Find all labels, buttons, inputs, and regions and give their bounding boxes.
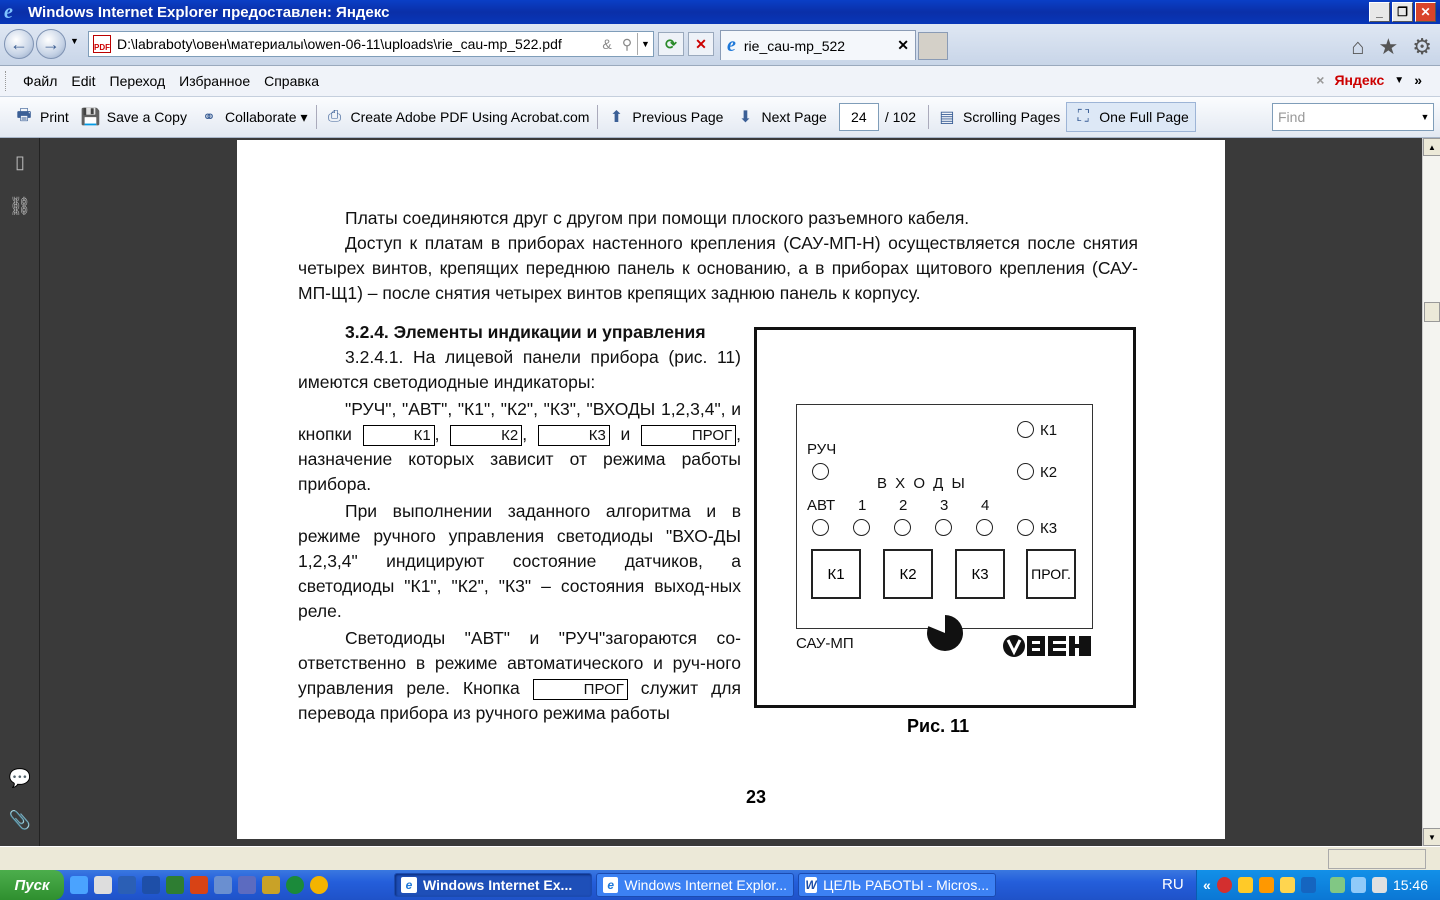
create-pdf-label: Create Adobe PDF Using Acrobat.com (350, 109, 590, 125)
comma-2: , (522, 424, 528, 444)
previous-page-label: Previous Page (632, 109, 724, 125)
status-cell (1328, 849, 1426, 869)
task-ie-2[interactable] (596, 873, 794, 897)
key-k3-inline: К3 (538, 425, 610, 446)
next-page-button[interactable] (729, 102, 832, 132)
comma-1: , (434, 424, 440, 444)
collaborate-button[interactable] (193, 102, 314, 132)
key-k1-inline: К1 (363, 425, 435, 446)
p4-text-b: , назначение которых зависит от режима работы прибора. (298, 424, 741, 494)
toolbar-grip (5, 71, 8, 91)
arrow-down-icon: ⬇ (738, 109, 753, 126)
input-2-led (894, 519, 911, 536)
task-word[interactable] (798, 873, 996, 897)
avt-label: АВТ (807, 497, 836, 514)
yandex-button[interactable]: Яндекс (1334, 72, 1385, 88)
create-pdf-button[interactable] (319, 102, 596, 132)
excel-quicklaunch-icon[interactable] (166, 876, 184, 894)
menu-go[interactable]: Переход (109, 73, 166, 89)
yandex-more-icon[interactable]: » (1414, 72, 1422, 88)
stop-button[interactable]: ✕ (688, 32, 714, 56)
print-label: Print (40, 109, 69, 125)
p6-text-b: служит для перевода прибора из ручного режима работы (298, 678, 741, 723)
language-indicator[interactable]: RU (1162, 876, 1184, 893)
paragraph-6 (298, 626, 741, 726)
system-tray (1196, 870, 1440, 900)
task-ie-1[interactable] (394, 873, 592, 897)
input-1-led (853, 519, 870, 536)
menu-favorites[interactable]: Избранное (179, 73, 251, 89)
vertical-scrollbar[interactable] (1422, 138, 1440, 846)
scrolling-pages-label: Scrolling Pages (962, 109, 1061, 125)
collaborate-icon: ⚭ (202, 109, 216, 126)
paragraph-3: 3.2.4.1. На лицевой панели прибора (рис. 11) имеются светодиодные индикаторы: (298, 347, 741, 392)
input-2-label: 2 (899, 497, 908, 514)
warning-tray-icon[interactable] (1259, 877, 1274, 893)
scroll-thumb[interactable] (1424, 302, 1440, 322)
scrolling-pages-button[interactable] (931, 102, 1066, 132)
device-key-prog: ПРОГ. (1026, 549, 1076, 599)
comments-icon[interactable]: 💬 (8, 767, 32, 788)
back-button[interactable]: ← (4, 29, 34, 59)
input-4-label: 4 (981, 497, 990, 514)
monitor-tray-icon[interactable] (1238, 877, 1253, 893)
ie-task-icon: e (401, 877, 417, 893)
history-dropdown-icon[interactable]: ▼ (70, 36, 79, 46)
desktop-quicklaunch-icon[interactable] (118, 876, 136, 894)
window-titlebar (0, 0, 1440, 24)
paragraph-4 (298, 397, 741, 497)
forward-button[interactable]: → (36, 29, 66, 59)
address-row (0, 24, 1440, 66)
tab-close-icon[interactable]: ✕ (897, 37, 909, 53)
page-total: / 102 (884, 109, 916, 125)
compatibility-icon[interactable]: & (602, 36, 612, 52)
volume-tray-icon[interactable] (1372, 877, 1387, 893)
pdf-page (237, 140, 1225, 839)
publisher-quicklaunch-icon[interactable] (214, 876, 232, 894)
connection-tray-icon[interactable] (1351, 877, 1366, 893)
doc-body-left (298, 320, 741, 726)
one-full-page-button[interactable] (1066, 102, 1196, 132)
browser-right-icons (1351, 34, 1432, 60)
pdf-toolbar (0, 97, 1440, 138)
owen-logo-icon (1002, 634, 1094, 658)
window-controls (1369, 2, 1436, 22)
favorites-star-icon[interactable]: ★ (1378, 34, 1399, 59)
paragraph-1: Платы соединяются друг с другом при помощи плоского разъемного кабеля. (345, 208, 970, 228)
address-input[interactable]: D:\labraboty\овен\материалы\owen-06-11\uploads\rie_cau-mp_522.pdf (117, 36, 562, 52)
knob-icon (924, 612, 966, 654)
k3-led-label: К3 (1040, 520, 1058, 537)
task-ie-2-label: Windows Internet Explor... (624, 877, 787, 893)
key-prog-inline-2: ПРОГ (533, 679, 628, 700)
printer-icon: 🖶 (16, 106, 32, 124)
input-4-led (976, 519, 993, 536)
device-key-k2: К2 (883, 549, 933, 599)
save-copy-label: Save a Copy (106, 109, 187, 125)
menu-bar (0, 66, 1440, 97)
utorrent-quicklaunch-icon[interactable] (286, 876, 304, 894)
minimize-button[interactable]: _ (1369, 2, 1390, 22)
yandex-toolbar (1316, 72, 1422, 88)
figure-caption: Рис. 11 (907, 716, 970, 736)
key-prog-inline: ПРОГ (641, 425, 736, 446)
paragraph-2: Доступ к платам в приборах настенного крепления (САУ-МП-Н) осуществляется после снятия четырех винтов, крепящих переднюю панель к основанию, а в приборах щитового крепления (САУ-МП-Щ1) – после снятия четырех винтов крепящих заднюю панель к корпусу. (298, 233, 1138, 303)
folder-tray-icon[interactable] (1280, 877, 1295, 893)
find-dropdown-icon[interactable]: ▼ (1420, 112, 1430, 122)
tray-expand-icon[interactable]: « (1203, 877, 1211, 893)
device-key-k3: К3 (955, 549, 1005, 599)
input-1-label: 1 (858, 497, 867, 514)
full-page-icon: ⛶ (1077, 108, 1089, 125)
network-quicklaunch-icon[interactable] (238, 876, 256, 894)
inputs-title: В Х О Д Ы (877, 475, 967, 492)
word-quicklaunch-icon[interactable] (142, 876, 160, 894)
find-input[interactable] (1272, 103, 1434, 131)
k3-led (1017, 519, 1034, 536)
address-dropdown-icon[interactable]: ▼ (637, 33, 653, 55)
network-tray-icon[interactable] (1301, 877, 1316, 893)
avt-led (812, 519, 829, 536)
k1-led-label: К1 (1040, 422, 1058, 439)
search-icon[interactable]: ⚲ (621, 35, 633, 52)
yandex-close-icon[interactable]: × (1316, 72, 1325, 88)
menu-help[interactable]: Справка (264, 73, 320, 89)
ie-logo-icon: e (4, 1, 13, 23)
save-copy-button[interactable] (75, 102, 193, 132)
print-button[interactable] (8, 102, 75, 132)
clock[interactable]: 15:46 (1392, 877, 1428, 893)
word-task-icon: W (805, 878, 817, 892)
new-tab-button[interactable] (918, 32, 948, 60)
attachments-binoculars-icon[interactable]: ⛓ (8, 195, 32, 216)
task-word-label: ЦЕЛЬ РАБОТЫ - Micros... (823, 877, 989, 893)
chrome-quicklaunch-icon[interactable] (310, 876, 328, 894)
figure-11 (754, 327, 1136, 708)
quick-launch (70, 876, 328, 894)
k2-led-label: К2 (1040, 464, 1058, 481)
home-icon[interactable]: ⌂ (1351, 34, 1365, 59)
floppy-disk-icon: 💾 (80, 109, 101, 126)
chevron-down-icon[interactable]: ▼ (1394, 74, 1405, 86)
tab-pdf[interactable] (720, 30, 916, 60)
p4-text-a: "РУЧ", "АВТ", "К1", "К2", "К3", "ВХОДЫ 1,2,3,4", и кнопки (298, 399, 741, 444)
start-label: Пуск (14, 876, 50, 894)
menu-file[interactable]: Файл (23, 73, 58, 89)
previous-page-button[interactable] (600, 102, 729, 132)
scroll-down-icon[interactable]: ▼ (1423, 828, 1440, 846)
paperclip-icon[interactable]: 📎 (8, 809, 32, 830)
start-button[interactable] (0, 870, 64, 900)
tools-quicklaunch-icon[interactable] (262, 876, 280, 894)
address-bar[interactable] (88, 31, 654, 57)
device-front-panel (796, 404, 1093, 629)
key-k2-inline: К2 (450, 425, 522, 446)
scroll-up-icon[interactable]: ▲ (1423, 138, 1440, 156)
pdf-file-icon: PDF (93, 35, 111, 53)
navigation-sidebar (0, 138, 40, 846)
input-3-led (935, 519, 952, 536)
ie-quicklaunch-icon[interactable] (70, 876, 88, 894)
arrow-up-icon: ⬆ (609, 109, 624, 126)
section-heading: 3.2.4. Элементы индикации и управления (345, 322, 706, 342)
scrolling-pages-icon: ▤ (939, 109, 955, 126)
page-number: 23 (746, 787, 767, 807)
antivirus-tray-icon[interactable] (1217, 877, 1232, 893)
next-page-label: Next Page (761, 109, 827, 125)
input-3-label: 3 (940, 497, 949, 514)
server-quicklaunch-icon[interactable] (94, 876, 112, 894)
one-full-page-label: One Full Page (1099, 109, 1189, 125)
ie-task-icon-2: e (603, 877, 618, 893)
ie-tab-icon: e (727, 34, 736, 56)
ruch-label: РУЧ (807, 441, 837, 458)
taskbar (0, 870, 1440, 900)
pages-panel-icon[interactable]: ▯ (15, 151, 25, 172)
find-placeholder: Find (1278, 109, 1306, 125)
k2-led (1017, 463, 1034, 480)
ruch-led (812, 463, 829, 480)
paragraph-5: При выполнении заданного алгоритма и в режиме ручного управления светодиоды "ВХО-ДЫ 1,2,3,4" индицируют состояние датчиков, а светодиоды "К1", "К2", "К3" – состояния выход-ных реле. (298, 501, 741, 621)
maximize-button[interactable]: ❐ (1392, 2, 1413, 22)
device-key-k1: К1 (811, 549, 861, 599)
p6-text-a: Светодиоды "АВТ" и "РУЧ"загораются со-ответственно в режиме автоматического и руч-ного управления реле. Кнопка (298, 628, 741, 698)
refresh-button[interactable]: ⟳ (658, 32, 684, 56)
gear-icon[interactable]: ⚙ (1412, 34, 1432, 59)
battery-tray-icon[interactable] (1330, 877, 1345, 893)
window-title: Windows Internet Explorer предоставлен: Яндекс (28, 3, 390, 21)
close-button[interactable]: ✕ (1415, 2, 1436, 22)
status-bar (0, 846, 1440, 870)
powerpoint-quicklaunch-icon[interactable] (190, 876, 208, 894)
collaborate-label: Collaborate ▾ (224, 108, 308, 125)
task-ie-1-label: Windows Internet Ex... (423, 877, 573, 893)
create-pdf-icon: ⎙ (328, 108, 341, 125)
doc-body-top (298, 206, 1138, 306)
k1-led (1017, 421, 1034, 438)
device-model-label: САУ-МП (796, 635, 858, 652)
menu-edit[interactable]: Edit (71, 73, 96, 89)
and-word: и (609, 424, 641, 444)
tab-label: rie_cau-mp_522 (743, 37, 846, 54)
page-number-input[interactable]: 24 (839, 103, 879, 131)
